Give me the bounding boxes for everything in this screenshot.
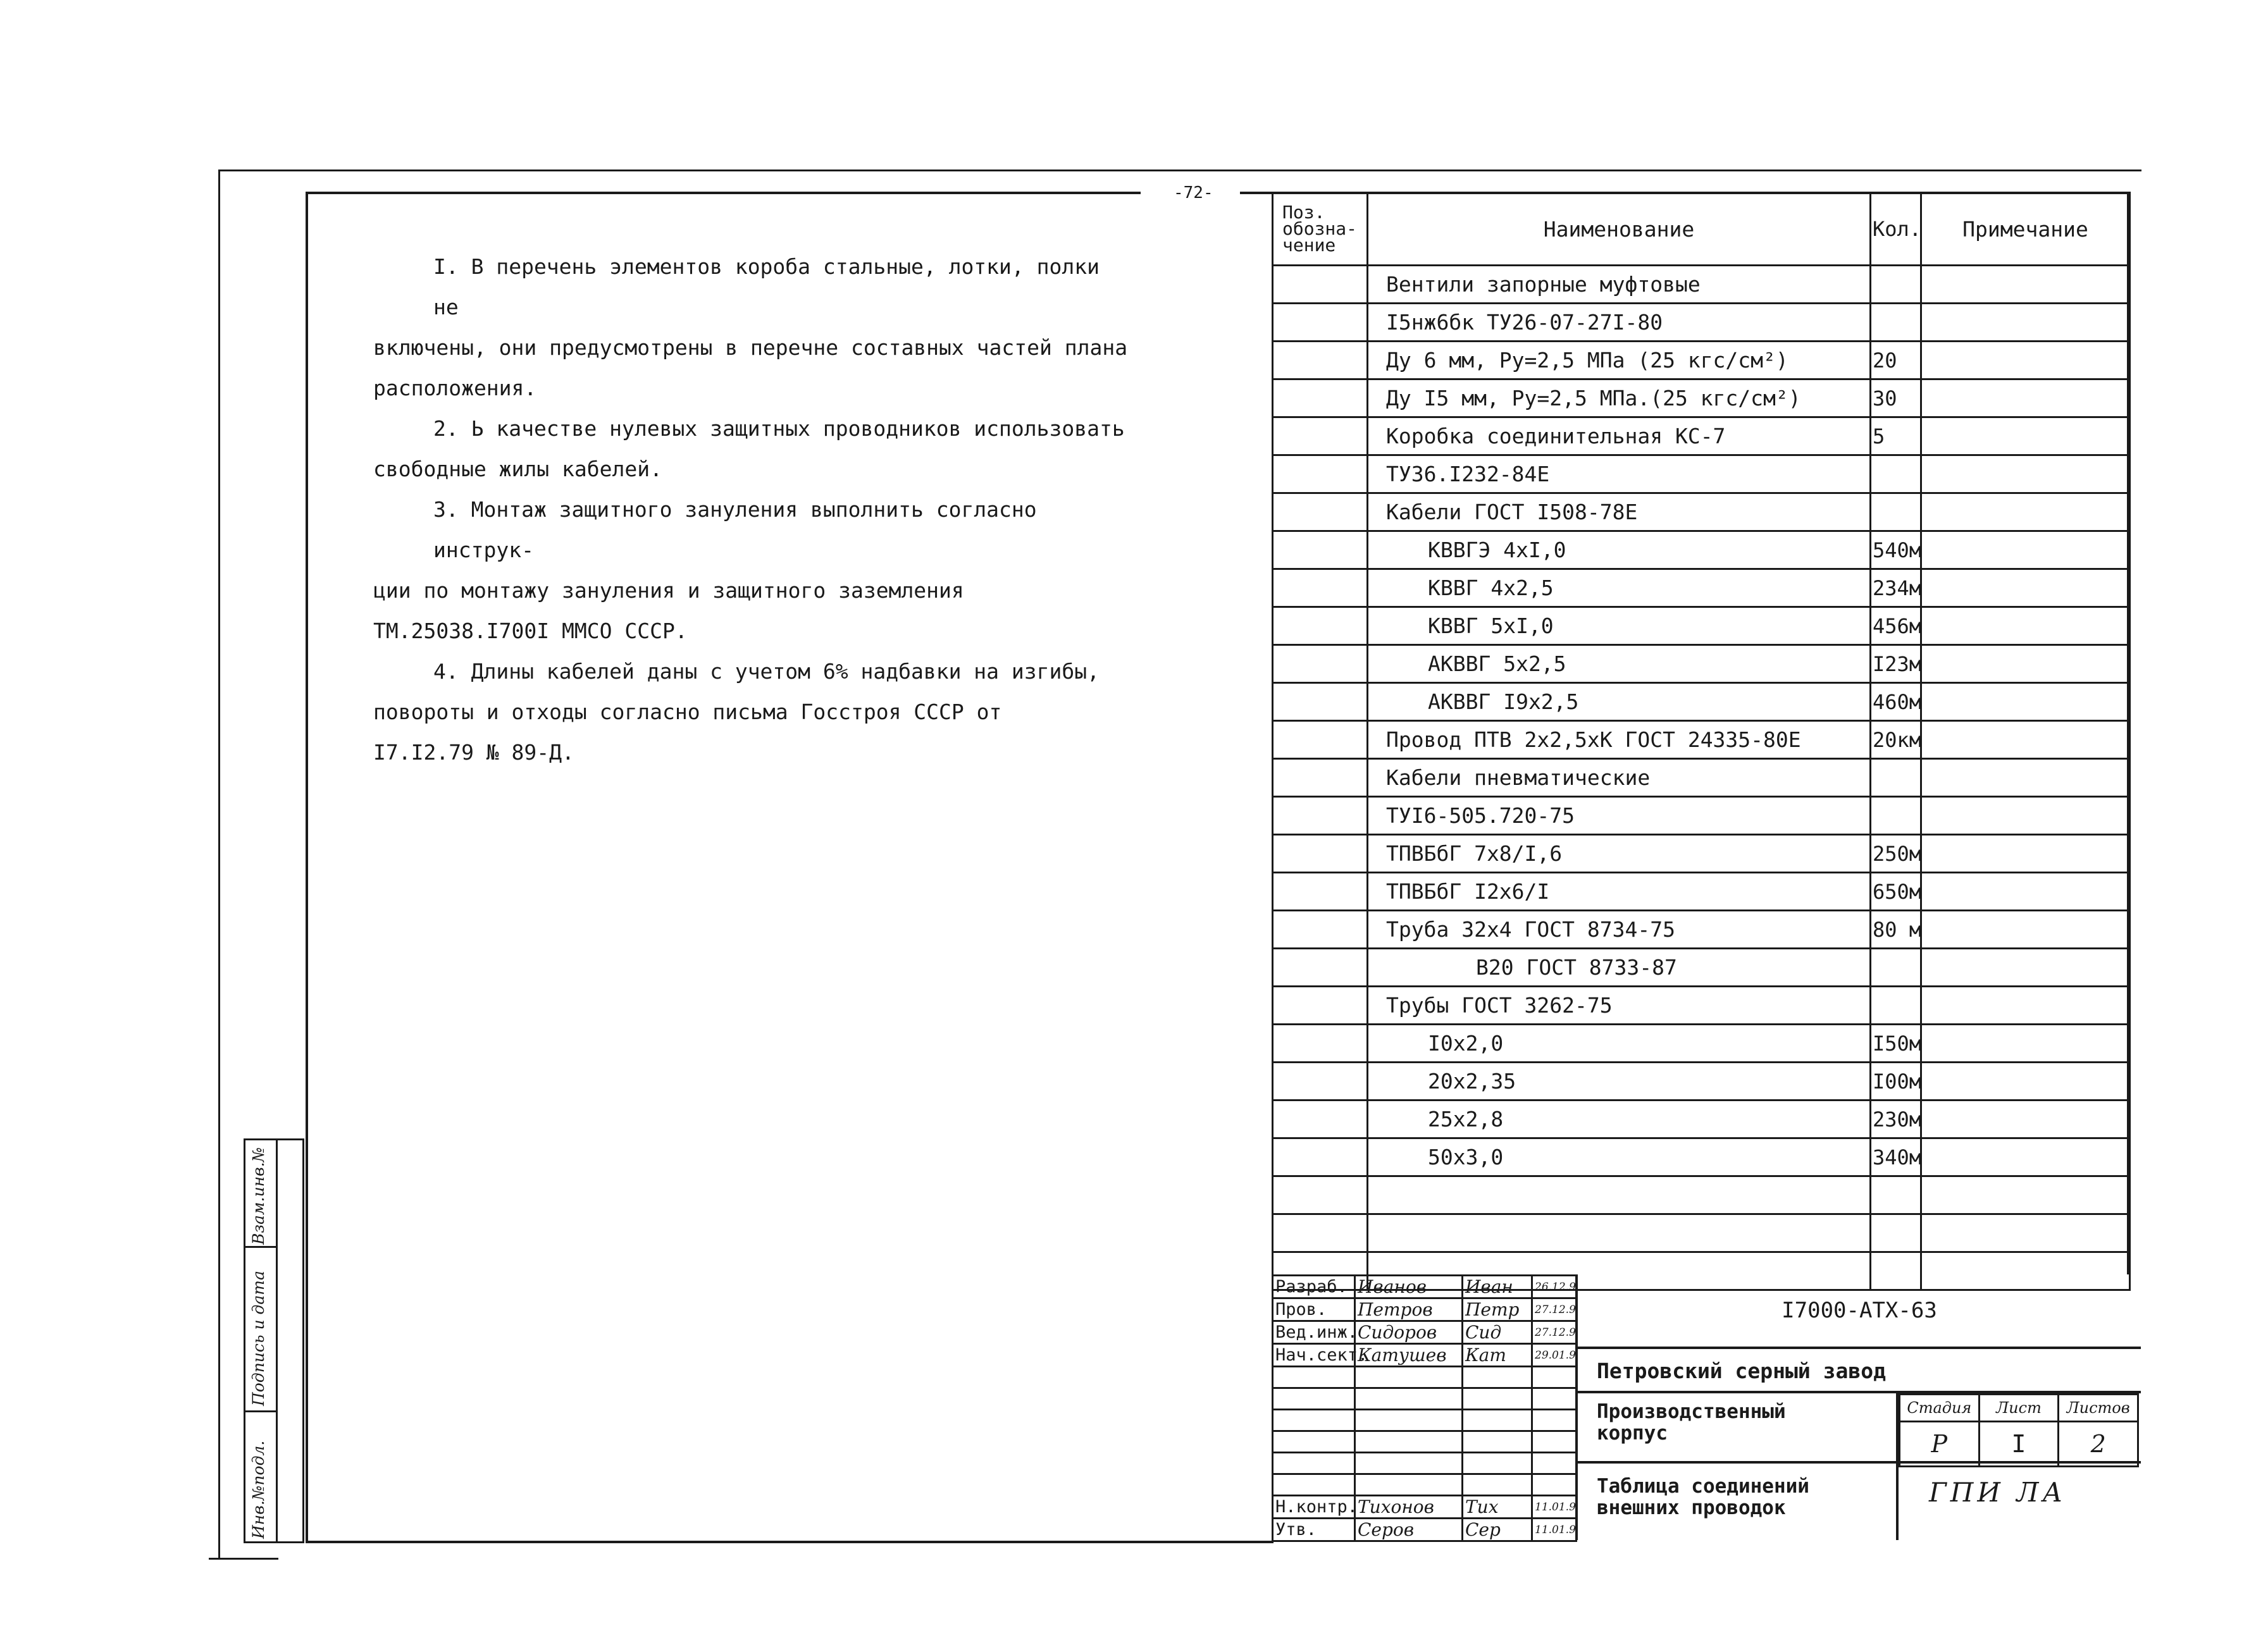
row-quantity-cell: 20км <box>1871 721 1921 759</box>
row-position-cell <box>1273 493 1368 531</box>
table-row <box>1273 1101 2130 1138</box>
row-name-cell <box>1368 1176 1871 1214</box>
building-name <box>1597 1401 1894 1444</box>
table-row <box>1273 987 2130 1025</box>
row-position-cell <box>1273 417 1368 455</box>
signature-row <box>1273 1344 1577 1367</box>
sheets-label: Листов <box>2059 1395 2138 1422</box>
row-position-cell <box>1273 987 1368 1025</box>
sheets-value-text: 2 <box>2090 1430 2106 1458</box>
row-name-cell: Ду I5 мм, Ру=2,5 МПа.(25 кгс/см²) <box>1368 379 1871 417</box>
note-3-line-2: ции по монтажу зануления и защитного заземления <box>373 578 964 603</box>
signature-sign: Сер <box>1463 1519 1532 1541</box>
row-position-cell <box>1273 683 1368 721</box>
table-row <box>1273 493 2130 531</box>
row-quantity-cell: I00м <box>1871 1063 1921 1101</box>
signature-role <box>1273 1453 1355 1474</box>
table-row <box>1273 645 2130 683</box>
table-row <box>1273 455 2130 493</box>
signature-role <box>1273 1367 1355 1388</box>
signature-date <box>1532 1474 1577 1496</box>
row-quantity-cell <box>1871 949 1921 987</box>
frame-left-outer <box>218 170 220 1558</box>
row-position-cell <box>1273 645 1368 683</box>
row-note-cell <box>1921 379 2130 417</box>
signature-role: Нач.сект. <box>1273 1344 1355 1367</box>
signature-name: Иванов <box>1355 1276 1463 1298</box>
row-position-cell <box>1273 873 1368 911</box>
signature-date <box>1532 1453 1577 1474</box>
frame-bottom-outer <box>209 1558 278 1560</box>
table-row <box>1273 1063 2130 1101</box>
row-quantity-cell: 5 <box>1871 417 1921 455</box>
table-row <box>1273 1214 2130 1252</box>
row-position-cell <box>1273 1176 1368 1214</box>
signature-role <box>1273 1474 1355 1496</box>
signature-sign <box>1463 1388 1532 1410</box>
row-quantity-cell: 80 м <box>1871 911 1921 949</box>
stage-value <box>1900 1422 1980 1467</box>
signature-row <box>1273 1276 1577 1298</box>
row-name-cell: ТПВБбГ I2х6/I <box>1368 873 1871 911</box>
header-position-line-3: чение <box>1282 235 1336 256</box>
note-4-line-3: I7.I2.79 № 89-Д. <box>373 740 574 765</box>
document-title-line-2: внешних проводок <box>1597 1496 1786 1519</box>
signature-row <box>1273 1298 1577 1321</box>
table-row <box>1273 721 2130 759</box>
row-name-cell: Вентили запорные муфтовые <box>1368 266 1871 304</box>
row-quantity-cell <box>1871 493 1921 531</box>
table-row <box>1273 569 2130 607</box>
row-note-cell <box>1921 266 2130 304</box>
notes-block <box>373 247 1132 773</box>
row-name-cell: Провод ПТВ 2х2,5хК ГОСТ 24335-80Е <box>1368 721 1871 759</box>
row-note-cell <box>1921 949 2130 987</box>
signature-role: Н.контр. <box>1273 1496 1355 1519</box>
signature-date: 11.01.9 <box>1532 1519 1577 1541</box>
row-quantity-cell: 460м <box>1871 683 1921 721</box>
row-note-cell <box>1921 1214 2130 1252</box>
table-row <box>1273 266 2130 304</box>
row-position-cell <box>1273 266 1368 304</box>
signature-sign: Кат <box>1463 1344 1532 1367</box>
signature-role: Утв. <box>1273 1519 1355 1541</box>
signature-row <box>1273 1367 1577 1388</box>
note-1-line-2: включены, они предусмотрены в перечне составных частей плана <box>373 335 1128 360</box>
row-position-cell <box>1273 1063 1368 1101</box>
row-position-cell <box>1273 721 1368 759</box>
row-name-cell: ТПВБбГ 7х8/I,6 <box>1368 835 1871 873</box>
title-block-info <box>1575 1274 2141 1540</box>
title-block <box>1272 1274 2138 1540</box>
note-1-line-3: расположения. <box>373 376 537 400</box>
row-position-cell <box>1273 455 1368 493</box>
header-position-line-2: обозна- <box>1282 218 1358 239</box>
row-note-cell <box>1921 797 2130 835</box>
row-name-cell: КВВГ 5хI,0 <box>1368 607 1871 645</box>
row-note-cell <box>1921 911 2130 949</box>
row-name-cell: АКВВГ I9х2,5 <box>1368 683 1871 721</box>
row-name-cell: ТУI6-505.720-75 <box>1368 797 1871 835</box>
document-title-line-1: Таблица соединений <box>1597 1475 1809 1498</box>
row-name-cell: 25х2,8 <box>1368 1101 1871 1138</box>
signature-sign: Иван <box>1463 1276 1532 1298</box>
table-header-row <box>1273 193 2130 266</box>
signature-name <box>1355 1410 1463 1431</box>
row-note-cell <box>1921 683 2130 721</box>
row-position-cell <box>1273 949 1368 987</box>
note-2-line-1: 2. Ь качестве нулевых защитных проводников использовать <box>433 416 1125 441</box>
sheet-label: Лист <box>1979 1395 2059 1422</box>
stage-label: Стадия <box>1900 1395 1980 1422</box>
row-position-cell <box>1273 1025 1368 1063</box>
row-name-cell: I5нж6бк ТУ26-07-27I-80 <box>1368 304 1871 342</box>
organization-name: ГПИ ЛА <box>1929 1477 2067 1508</box>
note-4-line-1: 4. Длины кабелей даны с учетом 6% надбавки на изгибы, <box>433 659 1100 684</box>
frame-bottom <box>306 1541 1273 1543</box>
row-name-cell <box>1368 1214 1871 1252</box>
row-name-cell: 20х2,35 <box>1368 1063 1871 1101</box>
signature-name: Тихонов <box>1355 1496 1463 1519</box>
row-name-cell: В20 ГОСТ 8733-87 <box>1368 949 1871 987</box>
row-note-cell <box>1921 987 2130 1025</box>
table-row <box>1273 683 2130 721</box>
frame-left <box>306 192 308 1543</box>
signature-row <box>1273 1388 1577 1410</box>
header-position <box>1273 193 1368 266</box>
signature-date: 27.12.9 <box>1532 1298 1577 1321</box>
signature-role: Пров. <box>1273 1298 1355 1321</box>
signature-row <box>1273 1496 1577 1519</box>
row-quantity-cell: I50м <box>1871 1025 1921 1063</box>
note-3-line-1: 3. Монтаж защитного зануления выполнить согласно инструк- <box>433 497 1037 562</box>
stamp-label-inv: Инв.№подл. <box>249 1440 268 1539</box>
row-note-cell <box>1921 493 2130 531</box>
row-note-cell <box>1921 1101 2130 1138</box>
row-name-cell: АКВВГ 5х2,5 <box>1368 645 1871 683</box>
signature-name: Катушев <box>1355 1344 1463 1367</box>
signature-name: Серов <box>1355 1519 1463 1541</box>
row-quantity-cell <box>1871 266 1921 304</box>
signature-table <box>1272 1274 1577 1542</box>
row-quantity-cell: 250м <box>1871 835 1921 873</box>
header-name: Наименование <box>1368 193 1871 266</box>
table-row <box>1273 835 2130 873</box>
row-name-cell: Кабели ГОСТ I508-78Е <box>1368 493 1871 531</box>
row-note-cell <box>1921 721 2130 759</box>
row-position-cell <box>1273 569 1368 607</box>
signature-date: 26.12.9 <box>1532 1276 1577 1298</box>
signature-date <box>1532 1410 1577 1431</box>
signature-role: Разраб. <box>1273 1276 1355 1298</box>
row-quantity-cell <box>1871 455 1921 493</box>
row-name-cell: Трубы ГОСТ 3262-75 <box>1368 987 1871 1025</box>
row-quantity-cell: 456м <box>1871 607 1921 645</box>
page-number: -72- <box>1174 183 1213 202</box>
row-name-cell: КВВГЭ 4хI,0 <box>1368 531 1871 569</box>
row-position-cell <box>1273 342 1368 379</box>
frame-top <box>306 192 1141 194</box>
table-row <box>1273 1138 2130 1176</box>
signature-name: Петров <box>1355 1298 1463 1321</box>
row-note-cell <box>1921 455 2130 493</box>
signature-sign <box>1463 1410 1532 1431</box>
row-quantity-cell: 540м <box>1871 531 1921 569</box>
table-row <box>1273 1025 2130 1063</box>
row-quantity-cell: 340м <box>1871 1138 1921 1176</box>
signature-name <box>1355 1474 1463 1496</box>
row-quantity-cell: 230м <box>1871 1101 1921 1138</box>
row-note-cell <box>1921 1138 2130 1176</box>
table-row <box>1273 342 2130 379</box>
row-quantity-cell <box>1871 987 1921 1025</box>
row-quantity-cell <box>1871 1214 1921 1252</box>
row-position-cell <box>1273 379 1368 417</box>
row-position-cell <box>1273 1138 1368 1176</box>
row-name-cell: КВВГ 4х2,5 <box>1368 569 1871 607</box>
table-row <box>1273 1176 2130 1214</box>
row-name-cell: Коробка соединительная КС-7 <box>1368 417 1871 455</box>
signature-sign: Петр <box>1463 1298 1532 1321</box>
row-name-cell: Труба 32х4 ГОСТ 8734-75 <box>1368 911 1871 949</box>
sheets-value <box>2059 1422 2138 1467</box>
row-note-cell <box>1921 835 2130 873</box>
building-name-line-1: Производственный <box>1597 1400 1786 1423</box>
row-name-cell: Ду 6 мм, Ру=2,5 МПа (25 кгс/см²) <box>1368 342 1871 379</box>
note-3-line-3: ТМ.25038.I700I ММСО СССР. <box>373 619 688 643</box>
row-quantity-cell: I23м <box>1871 645 1921 683</box>
signature-row <box>1273 1519 1577 1541</box>
signature-role <box>1273 1410 1355 1431</box>
signature-row <box>1273 1431 1577 1453</box>
row-note-cell <box>1921 645 2130 683</box>
signature-date <box>1532 1367 1577 1388</box>
row-position-cell <box>1273 1101 1368 1138</box>
table-row <box>1273 304 2130 342</box>
row-quantity-cell <box>1871 1176 1921 1214</box>
signature-date: 27.12.9 <box>1532 1321 1577 1344</box>
signature-row <box>1273 1321 1577 1344</box>
row-note-cell <box>1921 531 2130 569</box>
row-position-cell <box>1273 797 1368 835</box>
signature-sign: Тих <box>1463 1496 1532 1519</box>
row-position-cell <box>1273 911 1368 949</box>
row-note-cell <box>1921 569 2130 607</box>
header-quantity: Кол. <box>1871 193 1921 266</box>
signature-sign <box>1463 1453 1532 1474</box>
note-4-line-2: повороты и отходы согласно письма Госстроя СССР от <box>373 700 1002 724</box>
signature-sign <box>1463 1367 1532 1388</box>
signature-role <box>1273 1431 1355 1453</box>
table-row <box>1273 873 2130 911</box>
row-note-cell <box>1921 304 2130 342</box>
signature-date: 11.01.9 <box>1532 1496 1577 1519</box>
table-row <box>1273 607 2130 645</box>
row-note-cell <box>1921 607 2130 645</box>
signature-name: Сидоров <box>1355 1321 1463 1344</box>
specification-table <box>1272 192 2131 1291</box>
sheet-value: I <box>1979 1422 2059 1467</box>
signature-role: Вед.инж. <box>1273 1321 1355 1344</box>
stamp-label-replace: Взам.инв.№ <box>249 1147 268 1245</box>
document-title <box>1597 1476 1894 1519</box>
table-row <box>1273 797 2130 835</box>
table-row <box>1273 949 2130 987</box>
signature-name <box>1355 1367 1463 1388</box>
signature-row <box>1273 1410 1577 1431</box>
row-name-cell: 50х3,0 <box>1368 1138 1871 1176</box>
row-name-cell: ТУ36.I232-84Е <box>1368 455 1871 493</box>
stamp-divider <box>276 1140 278 1541</box>
signature-date: 29.01.9 <box>1532 1344 1577 1367</box>
row-note-cell <box>1921 1025 2130 1063</box>
table-row <box>1273 417 2130 455</box>
table-row <box>1273 911 2130 949</box>
row-note-cell <box>1921 1176 2130 1214</box>
plant-name: Петровский серный завод <box>1578 1349 2141 1393</box>
row-quantity-cell: 20 <box>1871 342 1921 379</box>
row-note-cell <box>1921 759 2130 797</box>
signature-name <box>1355 1453 1463 1474</box>
stage-sheet-table <box>1899 1393 2139 1467</box>
row-quantity-cell <box>1871 797 1921 835</box>
signature-row <box>1273 1474 1577 1496</box>
building-name-line-2: корпус <box>1597 1422 1668 1445</box>
row-quantity-cell <box>1871 304 1921 342</box>
table-row <box>1273 759 2130 797</box>
signature-sign <box>1463 1431 1532 1453</box>
row-position-cell <box>1273 1214 1368 1252</box>
signature-row <box>1273 1453 1577 1474</box>
note-1-line-1: I. В перечень элементов короба стальные, лотки, полки не <box>433 254 1100 319</box>
header-position-line-1: Поз. <box>1282 202 1325 223</box>
document-code: I7000-АТХ-63 <box>1578 1274 2141 1349</box>
row-position-cell <box>1273 835 1368 873</box>
note-2-line-2: свободные жилы кабелей. <box>373 457 662 481</box>
signature-sign <box>1463 1474 1532 1496</box>
frame-top-outer <box>218 170 2141 171</box>
left-stamp <box>244 1138 304 1543</box>
row-note-cell <box>1921 1063 2130 1101</box>
row-position-cell <box>1273 304 1368 342</box>
stamp-label-sign: Подпись и дата <box>249 1271 268 1406</box>
row-note-cell <box>1921 417 2130 455</box>
row-quantity-cell: 650м <box>1871 873 1921 911</box>
row-position-cell <box>1273 607 1368 645</box>
row-quantity-cell: 234м <box>1871 569 1921 607</box>
row-name-cell: I0х2,0 <box>1368 1025 1871 1063</box>
signature-name <box>1355 1388 1463 1410</box>
table-row <box>1273 531 2130 569</box>
row-name-cell: Кабели пневматические <box>1368 759 1871 797</box>
signature-date <box>1532 1431 1577 1453</box>
row-quantity-cell <box>1871 759 1921 797</box>
row-quantity-cell: 30 <box>1871 379 1921 417</box>
table-row <box>1273 379 2130 417</box>
stage-value-text: Р <box>1931 1430 1948 1458</box>
row-position-cell <box>1273 759 1368 797</box>
signature-role <box>1273 1388 1355 1410</box>
row-note-cell <box>1921 873 2130 911</box>
signature-date <box>1532 1388 1577 1410</box>
row-position-cell <box>1273 531 1368 569</box>
header-note: Примечание <box>1921 193 2130 266</box>
row-note-cell <box>1921 342 2130 379</box>
signature-name <box>1355 1431 1463 1453</box>
signature-sign: Сид <box>1463 1321 1532 1344</box>
